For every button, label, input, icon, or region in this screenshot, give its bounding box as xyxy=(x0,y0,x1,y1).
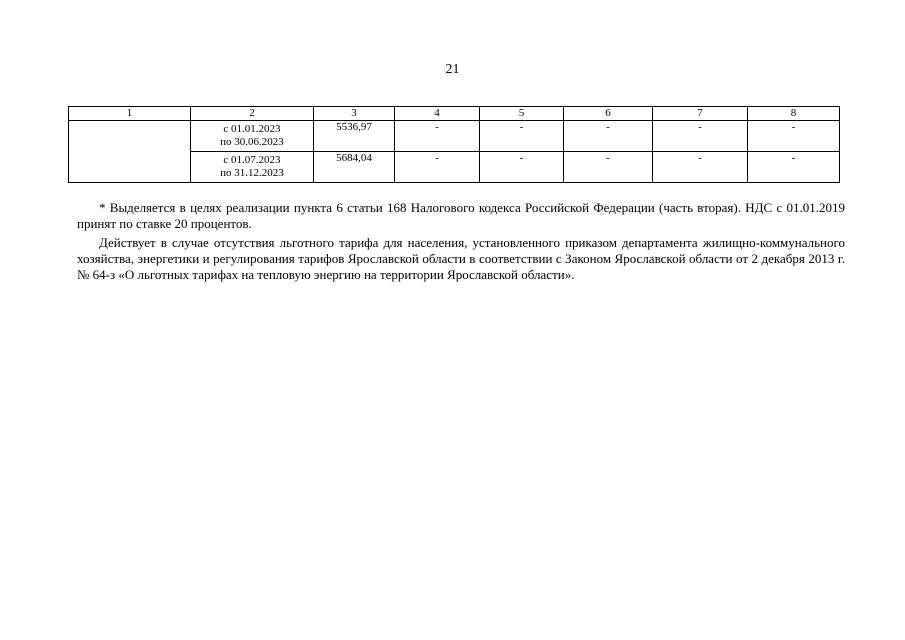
table-cell: - xyxy=(564,121,653,152)
table-cell: - xyxy=(480,152,564,183)
tariff-value-cell: 5536,97 xyxy=(314,121,395,152)
column-header-5: 5 xyxy=(480,107,564,121)
table-cell: - xyxy=(653,152,748,183)
column-header-6: 6 xyxy=(564,107,653,121)
period-to: по 30.06.2023 xyxy=(220,136,284,148)
column-header-2: 2 xyxy=(191,107,314,121)
footnotes xyxy=(77,200,845,283)
vat-footnote: * Выделяется в целях реализации пункта 6 статьи 168 Налогового кодекса Российской Федерации (часть вторая). НДС с 01.01.2019 принят по ставке 20 процентов. xyxy=(77,200,845,231)
page-number: 21 xyxy=(445,62,460,77)
column-header-8: 8 xyxy=(748,107,840,121)
table-cell: - xyxy=(480,121,564,152)
column-header-3: 3 xyxy=(314,107,395,121)
table-cell: - xyxy=(395,121,480,152)
period-from: с 01.07.2023 xyxy=(223,154,281,166)
table-cell: - xyxy=(395,152,480,183)
column-header-7: 7 xyxy=(653,107,748,121)
table-header-row xyxy=(69,107,840,121)
tariff-value-cell: 5684,04 xyxy=(314,152,395,183)
table-row xyxy=(69,121,840,152)
period-to: по 31.12.2023 xyxy=(220,167,284,179)
period-cell xyxy=(191,152,314,183)
tariff-table xyxy=(68,106,840,183)
table-cell: - xyxy=(653,121,748,152)
validity-footnote: Действует в случае отсутствия льготного тарифа для населения, установленного приказом департамента жилищно-коммунального хозяйства, энергетики и регулирования тарифов Ярославской области в соответствии с Законом Ярославской области от 2 декабря 2013 г. № 64-з «О льготных тарифах на тепловую энергию на территории Ярославской области». xyxy=(77,235,845,282)
row-label-cell xyxy=(69,121,191,183)
period-from: с 01.01.2023 xyxy=(223,123,281,135)
column-header-4: 4 xyxy=(395,107,480,121)
table-cell: - xyxy=(748,121,840,152)
table-cell: - xyxy=(748,152,840,183)
table-cell: - xyxy=(564,152,653,183)
period-cell xyxy=(191,121,314,152)
column-header-1: 1 xyxy=(69,107,191,121)
